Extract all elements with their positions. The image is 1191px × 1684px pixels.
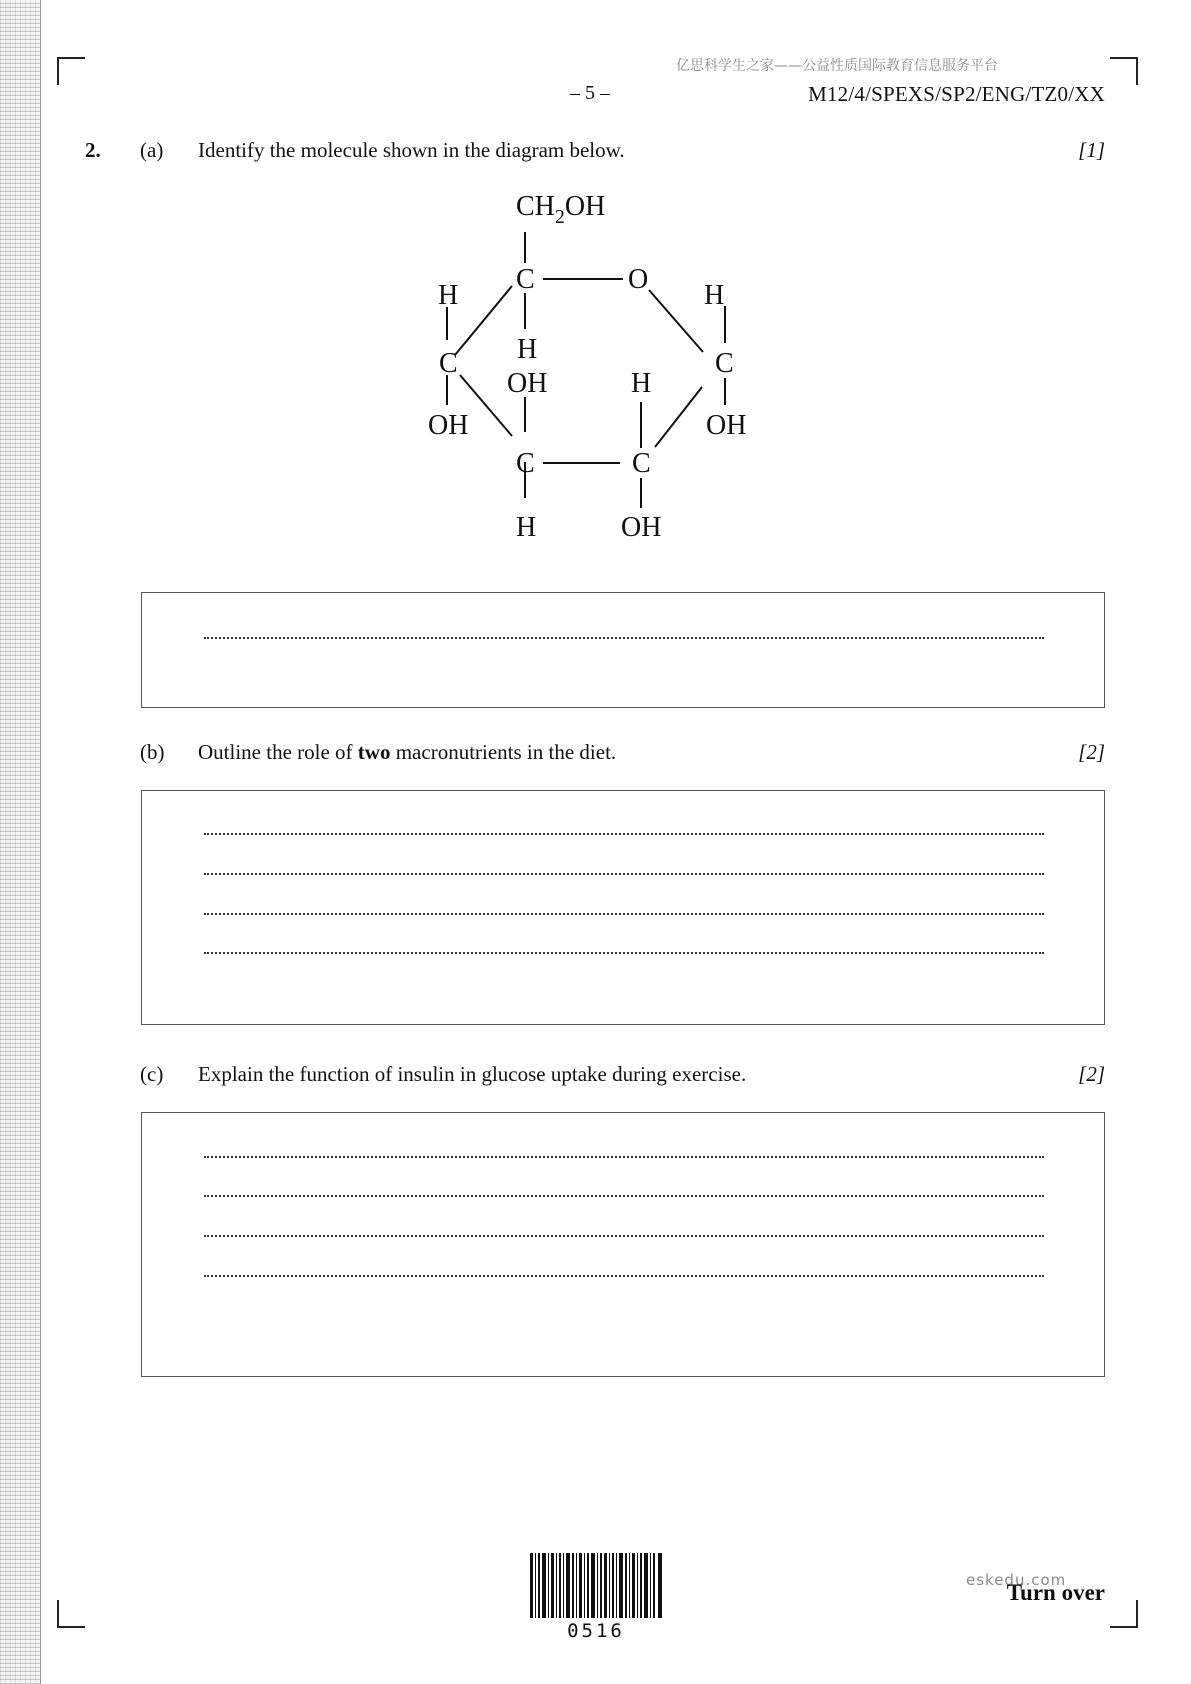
ch2oh-label: $CH_2OH$ [516, 191, 606, 228]
crop-mark-bottom-right [1110, 1600, 1138, 1628]
crop-mark-top-right [1110, 57, 1138, 85]
answer-line[interactable] [204, 952, 1044, 954]
atom-h-c5: H [517, 334, 538, 365]
atom-h-c1-top: H [704, 280, 725, 311]
atom-h-c3: H [516, 512, 537, 543]
part-a-label: (a) [140, 138, 164, 162]
barcode-number: 0516 [567, 1620, 625, 1642]
part-c-prompt: Explain the function of insulin in glucose uptake during exercise. [198, 1062, 747, 1086]
answer-line[interactable] [204, 873, 1044, 875]
atom-c4: C [439, 348, 458, 379]
page-number: – 5 – [570, 82, 610, 104]
part-c-marks: [2] [1078, 1062, 1105, 1086]
atom-oh-c3: OH [507, 368, 548, 399]
atom-h-c2: H [631, 368, 652, 399]
part-a-marks: [1] [1078, 138, 1105, 162]
answer-line[interactable] [204, 1275, 1044, 1277]
atom-c5: C [516, 264, 535, 295]
perforated-margin [0, 0, 41, 1684]
paper-code: M12/4/SPEXS/SP2/ENG/TZ0/XX [808, 82, 1105, 106]
answer-line[interactable] [204, 1195, 1044, 1197]
part-b-label: (b) [140, 740, 165, 764]
answer-box-c[interactable] [141, 1112, 1105, 1377]
atom-c1: C [715, 348, 734, 379]
turn-over-label: Turn over [1006, 1580, 1105, 1605]
answer-line[interactable] [204, 913, 1044, 915]
part-b-prompt: Outline the role of two macronutrients in the diet. [198, 740, 617, 764]
part-a-prompt: Identify the molecule shown in the diagram below. [198, 138, 625, 162]
atom-oh-c1: OH [706, 410, 747, 441]
glucose-structure-diagram [420, 180, 780, 560]
atom-c2: C [632, 448, 651, 479]
atom-oh-c2: OH [621, 512, 662, 543]
answer-line[interactable] [204, 1235, 1044, 1237]
answer-box-b[interactable] [141, 790, 1105, 1025]
bond-c2-c1 [655, 387, 702, 447]
question-number: 2. [85, 138, 101, 162]
crop-mark-top-left [57, 57, 85, 85]
header-watermark: 亿思科学生之家——公益性质国际教育信息服务平台 [676, 58, 998, 74]
part-b-marks: [2] [1078, 740, 1105, 764]
part-c-label: (c) [140, 1062, 164, 1086]
atom-h-c4-top: H [438, 280, 459, 311]
atom-ring-o: O [628, 264, 649, 295]
footer-watermark: eskedu.com [966, 1571, 1067, 1589]
bond-c5-c4 [455, 286, 512, 355]
answer-box-a[interactable] [141, 592, 1105, 708]
part-b-emphasis: two [357, 740, 391, 764]
answer-line[interactable] [204, 637, 1044, 639]
atom-c3: C [516, 448, 535, 479]
bond-o-c1 [649, 290, 703, 352]
crop-mark-bottom-left [57, 1600, 85, 1628]
atom-oh-c4: OH [428, 410, 469, 441]
barcode [530, 1553, 662, 1618]
answer-line[interactable] [204, 1156, 1044, 1158]
answer-line[interactable] [204, 833, 1044, 835]
